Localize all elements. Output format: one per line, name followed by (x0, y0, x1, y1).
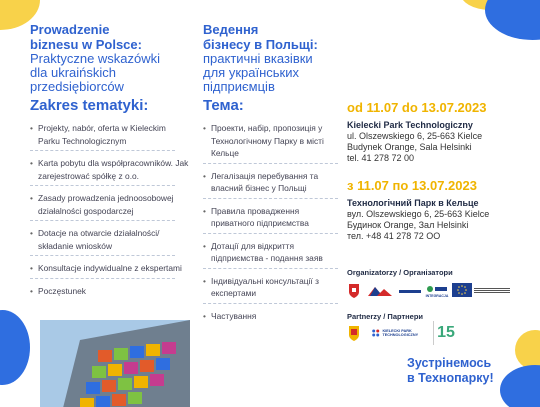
decor-blob-blue (0, 310, 30, 385)
integracja-text: INTEGRACJA (425, 294, 449, 298)
title-polish-subtitle: Praktyczne wskazówki (30, 51, 161, 66)
divider (30, 255, 175, 256)
title-polish-bold: biznesu w Polsce: (30, 37, 142, 52)
call-to-action (407, 356, 494, 386)
list-item-text: • Правила провадження приватного підприємства (211, 205, 309, 228)
topics-list-ukrainian (203, 122, 343, 328)
divider (30, 220, 175, 221)
list-item (203, 170, 343, 199)
kielce-logo (366, 282, 394, 300)
list-item-text: • Дотації для відкриття підприємства - подання заяв (211, 240, 323, 263)
divider (203, 233, 338, 234)
list-item (203, 122, 343, 164)
eu-text (474, 287, 510, 294)
kielce-crest-logo (347, 323, 361, 345)
decor-blob-yellow (515, 330, 540, 370)
list-item (203, 275, 343, 304)
list-item-text: • Poczęstunek (38, 285, 86, 296)
cta-line: в Технопарку! (407, 371, 494, 385)
event-address-polish (347, 120, 482, 164)
title-ukrainian-subtitle: для українських (203, 65, 299, 80)
european-union-logo (452, 281, 510, 299)
list-item-text: • Проекти, набір, пропозиція у Технологічному Парку в місті Кельце (211, 123, 324, 158)
list-item-text: • Dotacje na otwarcie działalności/ składanie wniosków (38, 228, 160, 251)
list-item-text: • Karta pobytu dla współpracowników. Jak zarejestrować spółkę z o.o. (38, 158, 189, 181)
title-ukrainian-subtitle: підприємців (203, 79, 275, 94)
divider (30, 278, 175, 279)
divider (30, 150, 175, 151)
list-item-text: • Частування (211, 310, 257, 321)
decor-blob-blue (500, 365, 540, 407)
title-ukrainian-subtitle: практичні вказівки (203, 51, 313, 66)
venue-phone: tel. 41 278 72 00 (347, 153, 415, 163)
list-item-text: • Легалізація перебування та власний бізнес у Польщі (211, 170, 319, 193)
list-item-text: • Projekty, nabór, oferta w Kieleckim Parku Technologicznym (38, 123, 166, 146)
list-item (203, 205, 343, 234)
coat-of-arms-logo (347, 282, 361, 300)
list-item (203, 310, 343, 323)
list-item (30, 227, 190, 256)
technology-park-text: KIELECKI PARK TECHNOLOGICZNY (382, 329, 419, 337)
title-polish-subtitle: dla ukraińskich (30, 65, 116, 80)
title-ukrainian (203, 22, 353, 94)
divider (203, 163, 338, 164)
kielce-technology-park-logo (371, 324, 427, 342)
venue-building: Будинок Orange, Зал Helsinki (347, 220, 469, 230)
partners-label: Partnerzy / Партнери (347, 312, 424, 321)
fifteen-anniversary-logo (433, 321, 458, 345)
event-address-ukrainian (347, 198, 489, 242)
decor-blob-blue (485, 0, 540, 40)
divider (203, 268, 338, 269)
title-polish (30, 22, 200, 94)
list-item (30, 285, 190, 298)
list-item-text: • Konsultacje indywidualne z ekspertami (38, 263, 182, 273)
venue-building: Budynek Orange, Sala Helsinki (347, 142, 472, 152)
venue-name: Kielecki Park Technologiczny (347, 120, 473, 130)
integracja-logo (425, 282, 449, 300)
event-date-ukrainian: з 11.07 по 13.07.2023 (347, 178, 477, 193)
list-item (30, 262, 190, 279)
divider (203, 303, 338, 304)
list-item (30, 192, 190, 221)
anniversary-number: 15 (437, 324, 455, 341)
list-item (203, 240, 343, 269)
venue-address: ul. Olszewskiego 6, 25-663 Kielce (347, 131, 483, 141)
divider (203, 198, 338, 199)
title-ukrainian-bold: Ведення (203, 22, 259, 37)
list-item-text: • Індивідуальні консультації з експертами (211, 275, 319, 298)
list-item (30, 122, 190, 151)
list-item-text: • Zasady prowadzenia jednoosobowej działalności gospodarczej (38, 193, 174, 216)
list-item (30, 157, 190, 186)
organizers-label: Organizatorzy / Організатори (347, 268, 453, 277)
topics-heading-polish: Zakres tematyki: (30, 97, 149, 114)
topics-heading-ukrainian: Тема: (203, 97, 244, 114)
cta-line: Зустрінемось (407, 356, 492, 370)
event-date-polish: od 11.07 do 13.07.2023 (347, 100, 487, 115)
venue-name: Технологічний Парк в Кельце (347, 198, 479, 208)
technology-park-logo (397, 283, 423, 301)
title-polish-bold: Prowadzenie (30, 22, 110, 37)
title-polish-subtitle: przedsiębiorców (30, 79, 124, 94)
divider (30, 185, 175, 186)
building-photo (40, 320, 190, 407)
venue-address: вул. Olszewskiego 6, 25-663 Kielce (347, 209, 490, 219)
topics-list-polish (30, 122, 190, 303)
venue-phone: тел. +48 41 278 72 ОО (347, 231, 441, 241)
title-ukrainian-bold: бізнесу в Польщі: (203, 37, 318, 52)
